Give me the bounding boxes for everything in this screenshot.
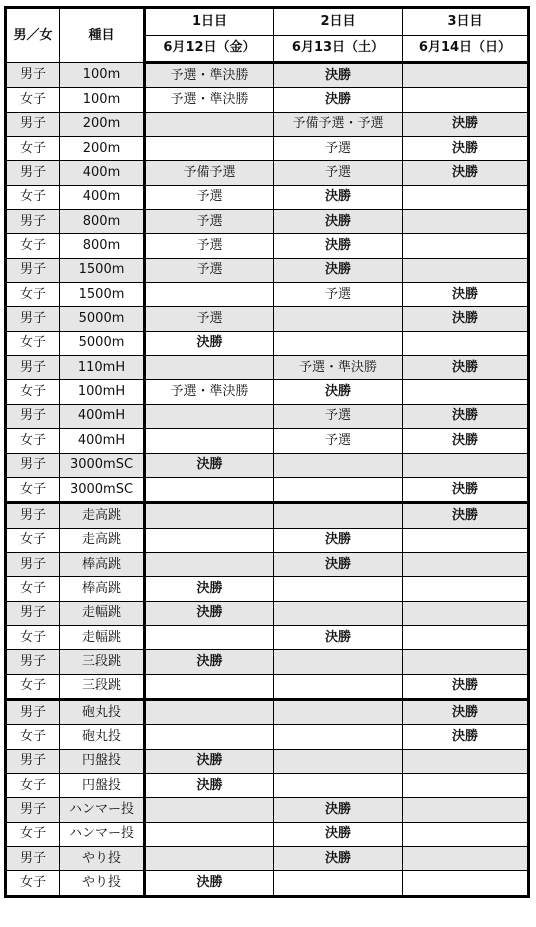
event-cell: やり投: [60, 871, 145, 896]
header-row-days: [6, 8, 529, 36]
day2-cell: 予選: [274, 429, 403, 453]
sex-cell: 男子: [6, 798, 60, 822]
table-row: [6, 871, 529, 896]
day3-cell: 決勝: [403, 404, 529, 428]
day2-cell: 予選: [274, 283, 403, 307]
day1-cell: 決勝: [145, 453, 274, 477]
day2-header: 2日目: [274, 8, 403, 36]
event-cell: やり投: [60, 847, 145, 871]
day3-cell: [403, 577, 529, 601]
day3-cell: [403, 847, 529, 871]
sex-cell: 男子: [6, 404, 60, 428]
day1-cell: 決勝: [145, 871, 274, 896]
day1-cell: [145, 404, 274, 428]
sex-cell: 男子: [6, 161, 60, 185]
day3-cell: 決勝: [403, 283, 529, 307]
sex-cell: 女子: [6, 380, 60, 404]
table-row: [6, 258, 529, 282]
day1-cell: [145, 625, 274, 649]
table-row: [6, 725, 529, 749]
day3-date: 6月14日（日）: [403, 35, 529, 63]
day1-cell: 決勝: [145, 749, 274, 773]
day2-cell: 決勝: [274, 258, 403, 282]
day2-cell: [274, 331, 403, 355]
day3-cell: 決勝: [403, 161, 529, 185]
table-row: [6, 112, 529, 136]
sex-cell: 女子: [6, 185, 60, 209]
day1-cell: 予選・準決勝: [145, 88, 274, 112]
day1-cell: [145, 822, 274, 846]
sex-header: 男／女: [6, 8, 60, 63]
sex-cell: 男子: [6, 356, 60, 380]
day3-cell: [403, 528, 529, 552]
day2-cell: 決勝: [274, 528, 403, 552]
event-cell: 棒高跳: [60, 552, 145, 576]
day1-cell: [145, 699, 274, 724]
day3-cell: 決勝: [403, 429, 529, 453]
day3-cell: [403, 380, 529, 404]
table-row: [6, 822, 529, 846]
day2-cell: 予選: [274, 404, 403, 428]
table-row: [6, 503, 529, 528]
table-row: [6, 749, 529, 773]
day2-cell: 予備予選・予選: [274, 112, 403, 136]
sex-cell: 女子: [6, 871, 60, 896]
sex-cell: 女子: [6, 674, 60, 699]
day1-cell: [145, 674, 274, 699]
day2-cell: [274, 749, 403, 773]
event-cell: 200m: [60, 112, 145, 136]
day2-cell: 決勝: [274, 798, 403, 822]
event-cell: 棒高跳: [60, 577, 145, 601]
event-cell: ハンマー投: [60, 822, 145, 846]
day1-cell: 決勝: [145, 773, 274, 797]
event-cell: 3000mSC: [60, 453, 145, 477]
day3-cell: 決勝: [403, 725, 529, 749]
table-row: [6, 773, 529, 797]
table-row: [6, 674, 529, 699]
event-cell: 800m: [60, 234, 145, 258]
sex-cell: 男子: [6, 847, 60, 871]
event-cell: 三段跳: [60, 674, 145, 699]
day3-cell: [403, 552, 529, 576]
event-cell: 5000m: [60, 307, 145, 331]
table-row: [6, 552, 529, 576]
sex-cell: 男子: [6, 63, 60, 88]
day1-cell: [145, 798, 274, 822]
table-row: [6, 429, 529, 453]
day2-cell: [274, 699, 403, 724]
day2-cell: 決勝: [274, 847, 403, 871]
day2-cell: [274, 601, 403, 625]
day3-cell: [403, 871, 529, 896]
day1-cell: 決勝: [145, 601, 274, 625]
event-cell: 円盤投: [60, 749, 145, 773]
event-cell: 3000mSC: [60, 477, 145, 502]
sex-cell: 女子: [6, 477, 60, 502]
sex-cell: 女子: [6, 528, 60, 552]
day1-cell: 予選: [145, 210, 274, 234]
sex-cell: 女子: [6, 234, 60, 258]
table-row: [6, 477, 529, 502]
day2-cell: 決勝: [274, 234, 403, 258]
day2-cell: [274, 773, 403, 797]
day1-cell: [145, 552, 274, 576]
day1-cell: 決勝: [145, 650, 274, 674]
table-row: [6, 699, 529, 724]
day1-cell: [145, 283, 274, 307]
day3-cell: [403, 88, 529, 112]
day1-date: 6月12日（金）: [145, 35, 274, 63]
day2-cell: 予選・準決勝: [274, 356, 403, 380]
sex-cell: 女子: [6, 88, 60, 112]
sex-cell: 男子: [6, 552, 60, 576]
table-row: [6, 185, 529, 209]
day3-cell: [403, 822, 529, 846]
day1-cell: [145, 429, 274, 453]
day2-cell: 決勝: [274, 380, 403, 404]
day1-cell: 予選: [145, 307, 274, 331]
day2-cell: 予選: [274, 161, 403, 185]
table-row: [6, 210, 529, 234]
event-cell: 400mH: [60, 429, 145, 453]
day2-cell: [274, 650, 403, 674]
day2-cell: 決勝: [274, 625, 403, 649]
sex-cell: 男子: [6, 503, 60, 528]
day2-cell: [274, 307, 403, 331]
day1-cell: [145, 112, 274, 136]
day2-cell: 決勝: [274, 210, 403, 234]
day3-cell: 決勝: [403, 307, 529, 331]
day1-header: 1日目: [145, 8, 274, 36]
sex-cell: 女子: [6, 137, 60, 161]
table-row: [6, 625, 529, 649]
day3-cell: 決勝: [403, 477, 529, 502]
event-cell: 110mH: [60, 356, 145, 380]
day3-cell: [403, 749, 529, 773]
day1-cell: [145, 528, 274, 552]
event-cell: 100mH: [60, 380, 145, 404]
day3-cell: [403, 453, 529, 477]
day1-cell: 予選: [145, 258, 274, 282]
schedule-body: [6, 63, 529, 897]
day2-cell: 決勝: [274, 185, 403, 209]
sex-cell: 男子: [6, 749, 60, 773]
event-cell: 400mH: [60, 404, 145, 428]
day2-cell: 決勝: [274, 552, 403, 576]
day2-cell: 決勝: [274, 63, 403, 88]
schedule-table: [4, 6, 530, 898]
schedule-header: [6, 8, 529, 63]
day3-cell: 決勝: [403, 699, 529, 724]
day3-cell: [403, 258, 529, 282]
event-cell: 200m: [60, 137, 145, 161]
table-row: [6, 380, 529, 404]
day1-cell: [145, 503, 274, 528]
table-row: [6, 283, 529, 307]
day1-cell: [145, 137, 274, 161]
sex-cell: 男子: [6, 112, 60, 136]
day2-cell: [274, 871, 403, 896]
table-row: [6, 234, 529, 258]
table-row: [6, 847, 529, 871]
sex-cell: 男子: [6, 258, 60, 282]
event-cell: ハンマー投: [60, 798, 145, 822]
event-cell: 円盤投: [60, 773, 145, 797]
sex-cell: 女子: [6, 331, 60, 355]
sex-cell: 女子: [6, 773, 60, 797]
table-row: [6, 137, 529, 161]
event-cell: 砲丸投: [60, 699, 145, 724]
day3-cell: [403, 625, 529, 649]
day2-cell: 決勝: [274, 88, 403, 112]
sex-cell: 男子: [6, 210, 60, 234]
table-row: [6, 577, 529, 601]
table-row: [6, 307, 529, 331]
day1-cell: 予選: [145, 185, 274, 209]
sex-cell: 女子: [6, 429, 60, 453]
day1-cell: 予選: [145, 234, 274, 258]
day3-cell: [403, 601, 529, 625]
sex-cell: 女子: [6, 725, 60, 749]
sex-cell: 女子: [6, 822, 60, 846]
day1-cell: 予選・準決勝: [145, 63, 274, 88]
event-cell: 1500m: [60, 283, 145, 307]
day2-cell: [274, 725, 403, 749]
table-row: [6, 528, 529, 552]
event-cell: 400m: [60, 161, 145, 185]
table-row: [6, 63, 529, 88]
event-cell: 1500m: [60, 258, 145, 282]
event-cell: 800m: [60, 210, 145, 234]
day3-cell: 決勝: [403, 503, 529, 528]
event-cell: 100m: [60, 63, 145, 88]
day2-cell: [274, 674, 403, 699]
day2-cell: [274, 503, 403, 528]
sex-cell: 女子: [6, 577, 60, 601]
table-row: [6, 650, 529, 674]
event-header: 種目: [60, 8, 145, 63]
event-cell: 5000m: [60, 331, 145, 355]
day2-cell: [274, 477, 403, 502]
day3-cell: [403, 210, 529, 234]
event-cell: 400m: [60, 185, 145, 209]
table-row: [6, 404, 529, 428]
event-cell: 砲丸投: [60, 725, 145, 749]
sex-cell: 男子: [6, 601, 60, 625]
event-cell: 走高跳: [60, 528, 145, 552]
day3-cell: 決勝: [403, 674, 529, 699]
event-cell: 走幅跳: [60, 601, 145, 625]
day3-cell: [403, 63, 529, 88]
day1-cell: [145, 725, 274, 749]
event-cell: 三段跳: [60, 650, 145, 674]
table-row: [6, 798, 529, 822]
day3-cell: 決勝: [403, 356, 529, 380]
event-cell: 100m: [60, 88, 145, 112]
event-cell: 走幅跳: [60, 625, 145, 649]
day3-cell: [403, 650, 529, 674]
day1-cell: [145, 356, 274, 380]
day3-header: 3日目: [403, 8, 529, 36]
day3-cell: [403, 331, 529, 355]
day3-cell: [403, 798, 529, 822]
table-row: [6, 331, 529, 355]
day1-cell: 予備予選: [145, 161, 274, 185]
day3-cell: 決勝: [403, 137, 529, 161]
table-row: [6, 601, 529, 625]
table-row: [6, 453, 529, 477]
day2-cell: 決勝: [274, 822, 403, 846]
table-row: [6, 88, 529, 112]
sex-cell: 女子: [6, 625, 60, 649]
day2-cell: 予選: [274, 137, 403, 161]
sex-cell: 男子: [6, 650, 60, 674]
day3-cell: [403, 185, 529, 209]
day1-cell: 予選・準決勝: [145, 380, 274, 404]
sex-cell: 女子: [6, 283, 60, 307]
day3-cell: [403, 234, 529, 258]
sex-cell: 男子: [6, 307, 60, 331]
day1-cell: 決勝: [145, 331, 274, 355]
day1-cell: 決勝: [145, 577, 274, 601]
sex-cell: 男子: [6, 699, 60, 724]
day1-cell: [145, 477, 274, 502]
day2-cell: [274, 577, 403, 601]
table-row: [6, 161, 529, 185]
day2-date: 6月13日（土）: [274, 35, 403, 63]
day2-cell: [274, 453, 403, 477]
event-cell: 走高跳: [60, 503, 145, 528]
day1-cell: [145, 847, 274, 871]
table-row: [6, 356, 529, 380]
day3-cell: 決勝: [403, 112, 529, 136]
day3-cell: [403, 773, 529, 797]
sex-cell: 男子: [6, 453, 60, 477]
